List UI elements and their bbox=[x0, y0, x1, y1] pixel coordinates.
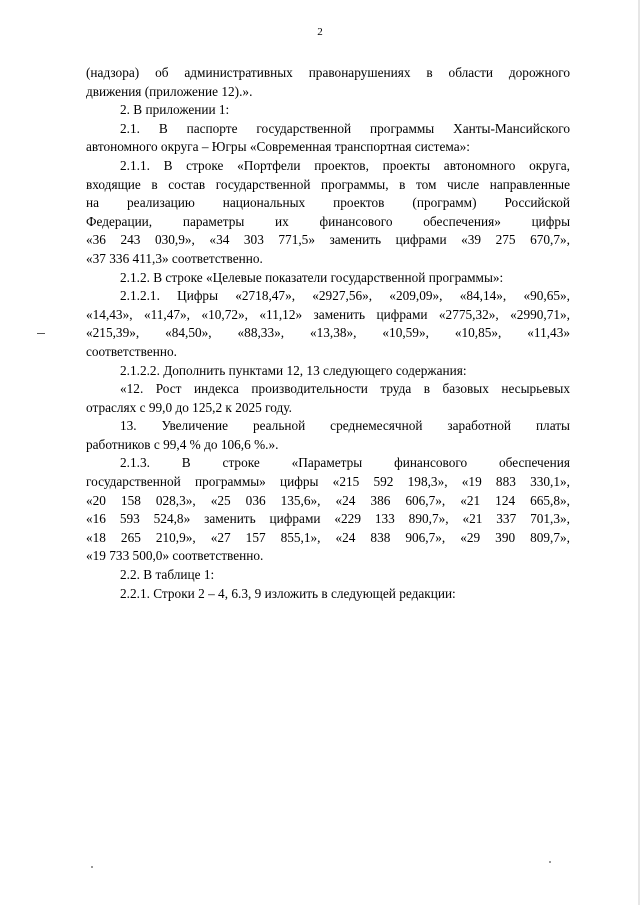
text-line: отраслях с 99,0 до 125,2 к 2025 году. bbox=[86, 399, 292, 415]
text-line: «19 733 500,0» соответственно. bbox=[86, 548, 264, 564]
text-line: движения (приложение 12).». bbox=[86, 83, 253, 99]
document-body bbox=[86, 64, 570, 603]
text-line: Федерации, параметры их финансового обеспечения» цифры bbox=[86, 213, 570, 229]
text-line: «36 243 030,9», «34 303 771,5» заменить цифрами «39 275 670,7», bbox=[86, 232, 570, 248]
text-line: «18 265 210,9», «27 157 855,1», «24 838 906,7», «29 390 809,7», bbox=[86, 529, 570, 545]
text-line: «37 336 411,3» соответственно. bbox=[86, 250, 263, 266]
text-line: 2. В приложении 1: bbox=[120, 102, 230, 118]
text-line: соответственно. bbox=[86, 343, 177, 359]
scan-dot bbox=[549, 861, 551, 863]
text-line: 2.1. В паспорте государственной программы Ханты-Мансийского bbox=[120, 120, 570, 136]
text-line: 13. Увеличение реальной среднемесячной заработной платы bbox=[120, 418, 570, 434]
text-line: 2.1.2.1. Цифры «2718,47», «2927,56», «209,09», «84,14», «90,65», bbox=[120, 288, 570, 304]
page-number: 2 bbox=[317, 26, 323, 38]
text-line: «16 593 524,8» заменить цифрами «229 133 890,7», «21 337 701,3», bbox=[86, 511, 570, 527]
margin-mark bbox=[37, 333, 45, 334]
text-line: 2.1.2.2. Дополнить пунктами 12, 13 следующего содержания: bbox=[120, 362, 467, 378]
text-line: 2.2.1. Строки 2 – 4, 6.3, 9 изложить в следующей редакции: bbox=[120, 585, 456, 601]
text-line: «12. Рост индекса производительности труда в базовых несырьевых bbox=[120, 381, 570, 397]
text-line: «14,43», «11,47», «10,72», «11,12» заменить цифрами «2775,32», «2990,71», bbox=[86, 306, 570, 322]
text-line: «20 158 028,3», «25 036 135,6», «24 386 606,7», «21 124 665,8», bbox=[86, 492, 570, 508]
text-line: «215,39», «84,50», «88,33», «13,38», «10,59», «10,85», «11,43» bbox=[86, 325, 570, 341]
text-line: 2.1.2. В строке «Целевые показатели государственной программы»: bbox=[120, 269, 504, 285]
text-line: входящие в состав государственной программы, в том числе направленные bbox=[86, 176, 570, 192]
text-line: государственной программы» цифры «215 592 198,3», «19 883 330,1», bbox=[86, 474, 570, 490]
text-line: 2.1.3. В строке «Параметры финансового обеспечения bbox=[120, 455, 570, 471]
text-line: 2.1.1. В строке «Портфели проектов, проекты автономного округа, bbox=[120, 157, 570, 173]
text-line: (надзора) об административных правонарушениях в области дорожного bbox=[86, 65, 570, 80]
text-line: автономного округа – Югры «Современная транспортная система»: bbox=[86, 139, 470, 155]
text-line: работников с 99,4 % до 106,6 %.». bbox=[86, 436, 279, 452]
scan-dot bbox=[91, 866, 93, 868]
text-line: на реализацию национальных проектов (программ) Российской bbox=[86, 195, 570, 211]
text-line: 2.2. В таблице 1: bbox=[120, 567, 215, 583]
